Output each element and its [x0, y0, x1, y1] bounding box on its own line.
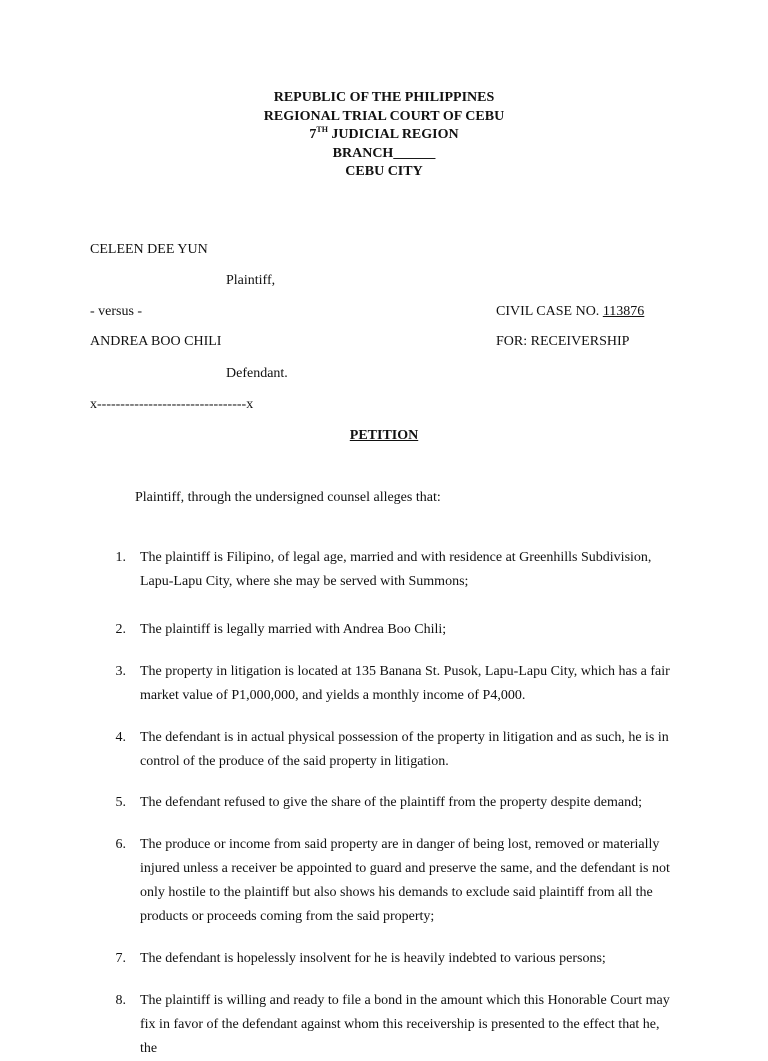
allegation-text: The plaintiff is Filipino, of legal age, married and with residence at Greenhills Subdivision, Lapu-Lapu City, where she may be served with Summons; — [140, 550, 652, 589]
plaintiff-label: Plaintiff, — [226, 273, 276, 288]
allegation-number: 5. — [115, 795, 126, 810]
header-region: 7TH JUDICIAL REGION — [309, 125, 459, 142]
header-branch: BRANCH______ — [332, 145, 436, 161]
allegation-text: The property in litigation is located at 135 Banana St. Pusok, Lapu-Lapu City, which has a fair market value of P1,000,000, and yields a monthly income of P4,000. — [140, 664, 670, 703]
allegation-text: The defendant is hopelessly insolvent for he is heavily indebted to various persons; — [140, 951, 606, 966]
document-title: PETITION — [349, 428, 419, 443]
allegation-item — [90, 618, 680, 642]
allegation-number: 1. — [115, 550, 126, 565]
allegation-number: 6. — [115, 837, 126, 852]
allegation-item — [90, 989, 680, 1061]
header-city: CEBU CITY — [345, 164, 423, 179]
defendant-name: ANDREA BOO CHILI — [90, 334, 222, 349]
allegation-item — [90, 833, 680, 929]
allegation-number: 7. — [115, 951, 126, 966]
case-number: 113876 — [602, 304, 645, 319]
caption-separator: x--------------------------------x — [90, 397, 254, 412]
header-republic: REPUBLIC OF THE PHILIPPINES — [273, 90, 495, 105]
allegation-text: The plaintiff is willing and ready to file a bond in the amount which this Honorable Court may fix in favor of the defendant against whom this receivership is presented to the effect that he, the — [140, 993, 670, 1056]
allegation-item — [90, 546, 680, 594]
court-header — [0, 89, 768, 182]
intro-paragraph: Plaintiff, through the undersigned counsel alleges that: — [135, 490, 441, 505]
allegation-item — [90, 660, 680, 708]
defendant-label: Defendant. — [226, 366, 288, 381]
case-nature: FOR: RECEIVERSHIP — [496, 334, 630, 349]
versus-text: - versus - — [90, 304, 143, 319]
allegation-number: 8. — [115, 993, 126, 1008]
allegation-text: The defendant is in actual physical possession of the property in litigation and as such, he is in control of the produce of the said property in litigation. — [140, 730, 669, 769]
header-court: REGIONAL TRIAL COURT OF CEBU — [263, 108, 505, 124]
allegation-text: The produce or income from said property are in danger of being lost, removed or materially injured unless a receiver be appointed to guard and preserve the same, and the defendant is not only hostile to the plaintiff but also shows his demands to exclude said plaintiff from all the products or proceeds coming from the said property; — [140, 837, 670, 924]
allegation-item — [90, 947, 680, 971]
allegation-number: 4. — [115, 730, 126, 745]
allegation-item — [90, 791, 680, 815]
allegation-text: The defendant refused to give the share of the plaintiff from the property despite demand; — [140, 795, 643, 810]
allegation-number: 3. — [115, 664, 126, 679]
allegation-item — [90, 726, 680, 774]
allegation-text: The plaintiff is legally married with Andrea Boo Chili; — [140, 622, 447, 637]
allegation-number: 2. — [115, 622, 126, 637]
case-number-line: CIVIL CASE NO. 113876 — [496, 304, 645, 319]
plaintiff-name: CELEEN DEE YUN — [90, 242, 208, 257]
